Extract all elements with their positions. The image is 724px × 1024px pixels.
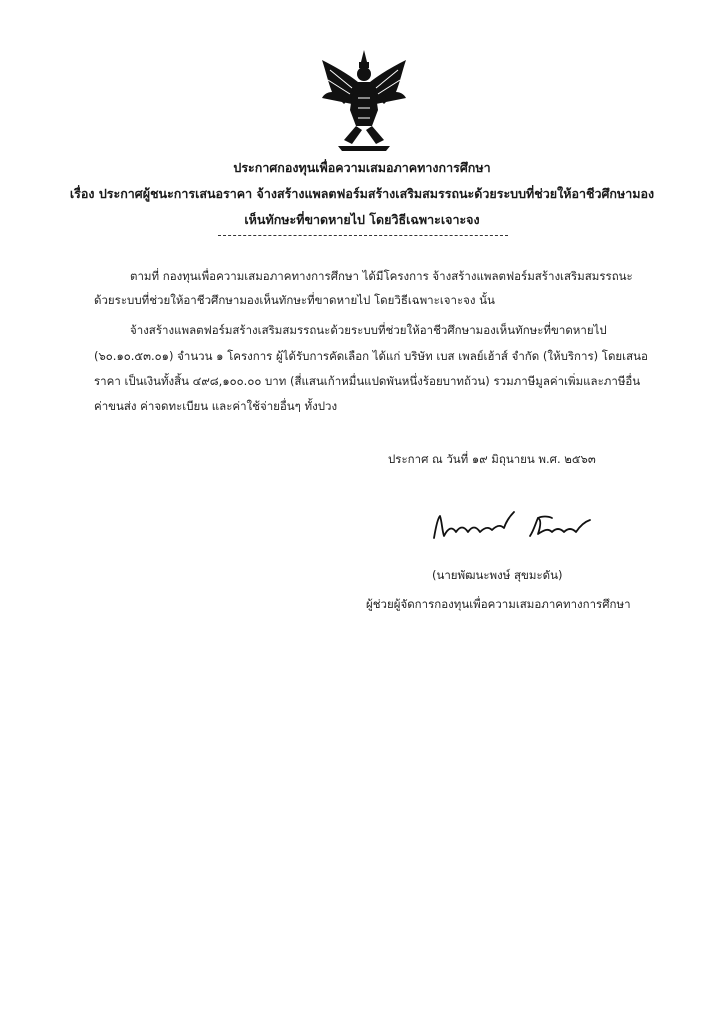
body-paragraph-2-line-1: จ้างสร้างแพลตฟอร์มสร้างเสริมสมรรถนะด้วยระบบที่ช่วยให้อาชีวศึกษามองเห็นทักษะที่ขาดหายไป <box>130 323 607 337</box>
dashed-divider <box>218 235 508 236</box>
announcement-subject-line-2: เห็นทักษะที่ขาดหายไป โดยวิธีเฉพาะเจาะจง <box>244 212 480 227</box>
body-paragraph-2-line-2: (๖๐.๑๐.๕๓.๐๑) จำนวน ๑ โครงการ ผู้ได้รับการคัดเลือก ได้แก่ บริษัท เบส เพลย์เฮ้าส์ จำกัด (ให้บริการ) โดยเสนอ <box>94 349 648 363</box>
announcement-date: ประกาศ ณ วันที่ ๑๙ มิถุนายน พ.ศ. ๒๕๖๓ <box>388 452 596 466</box>
garuda-emblem-icon <box>318 48 410 152</box>
handwritten-signature <box>430 508 598 544</box>
announcement-subject-line-1: เรื่อง ประกาศผู้ชนะการเสนอราคา จ้างสร้างแพลตฟอร์มสร้างเสริมสมรรถนะด้วยระบบที่ช่วยให้อาชีวศึกษามอง <box>69 186 655 201</box>
body-paragraph-1-line-2: ด้วยระบบที่ช่วยให้อาชีวศึกษามองเห็นทักษะที่ขาดหายไป โดยวิธีเฉพาะเจาะจง นั้น <box>94 293 495 307</box>
signer-name: (นายพัฒนะพงษ์ สุขมะดัน) <box>432 568 563 582</box>
announcement-org-title: ประกาศกองทุนเพื่อความเสมอภาคทางการศึกษา <box>233 160 491 175</box>
body-paragraph-1-line-1: ตามที่ กองทุนเพื่อความเสมอภาคทางการศึกษา ได้มีโครงการ จ้างสร้างแพลตฟอร์มสร้างเสริมสมรรถนะ <box>130 269 633 283</box>
signer-title: ผู้ช่วยผู้จัดการกองทุนเพื่อความเสมอภาคทางการศึกษา <box>366 597 631 611</box>
body-paragraph-2-line-4: ค่าขนส่ง ค่าจดทะเบียน และค่าใช้จ่ายอื่นๆ ทั้งปวง <box>94 399 338 413</box>
body-paragraph-2-line-3: ราคา เป็นเงินทั้งสิ้น ๔๙๘,๑๐๐.๐๐ บาท (สี่แสนเก้าหมื่นแปดพันหนึ่งร้อยบาทถ้วน) รวมภาษีมูลค่าเพิ่มและภาษีอื่น <box>94 374 641 388</box>
